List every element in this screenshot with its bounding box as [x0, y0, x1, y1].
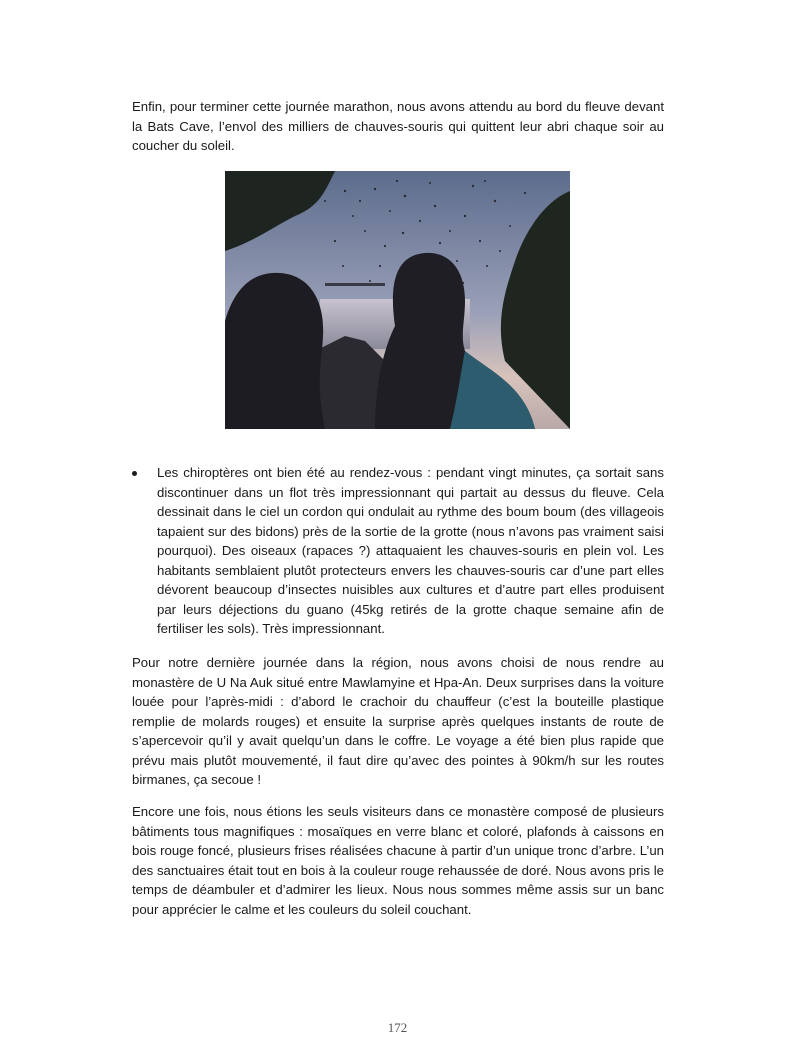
- distant-bridge: [325, 283, 385, 286]
- photo-illustration: [225, 171, 570, 429]
- list-item: [132, 463, 664, 639]
- bats-cave-selfie-photo: [225, 171, 570, 429]
- bullet-dot: [132, 471, 137, 476]
- page-number: 172: [387, 1020, 408, 1035]
- monastery-visit-paragraph: Encore une fois, nous étions les seuls visiteurs dans ce monastère composé de plusieurs bâtiments tous magnifiques : mosaïques en verre blanc et coloré, plafonds à caissons en bois rouge foncé, plusieurs frises réalisées chacune à partir d’un unique tronc d’arbre. L’un des sanctuaires était tout en bois à la couleur rouge rehaussée de doré. Nous avons pris le temps de déambuler et d’admirer les lieux. Nous nous sommes même assis sur un banc pour apprécier le calme et les couleurs du soleil couchant.: [132, 804, 664, 917]
- man-silhouette: [225, 273, 325, 429]
- bullet-text: Les chiroptères ont bien été au rendez-vous : pendant vingt minutes, ça sortait sans discontinuer dans un flot très impressionnant qui partait au dessus du fleuve. Cela dessinait dans le ciel un cordon qui ondulait au rythme des boum boum (des villageois tapaient sur des bidons) près de la sortie de la grotte (nous n’avons pas vraiment saisi pourquoi). Des oiseaux (rapaces ?) attaquaient les chauves-souris en plein vol. Les habitants semblaient plutôt protecteurs envers les chauves-souris car d’une part elles dévorent beaucoup d’insectes nuisibles aux cultures et d’autre part elles produisent par leurs déjections du guano (45kg retirés de la grotte chaque semaine afin de fertiliser les sols). Très impressionnant.: [157, 465, 664, 636]
- intro-paragraph: Enfin, pour terminer cette journée marathon, nous avons attendu au bord du fleuve devant la Bats Cave, l’envol des milliers de chauves-souris qui quittent leur abri chaque soir au coucher du soleil.: [132, 99, 664, 153]
- bullet-list: [132, 463, 664, 639]
- monastery-trip-paragraph: Pour notre dernière journée dans la région, nous avons choisi de nous rendre au monastère de U Na Auk situé entre Mawlamyine et Hpa-An. Deux surprises dans la voiture louée pour l’après-midi : d’abord le crachoir du chauffeur (c’est la bouteille plastique remplie de molards rouges) et ensuite la surprise après quelques instants de route de s’apercevoir qu’il y avait quelqu’un dans le coffre. Le voyage a été bien plus rapide que prévu mais plutôt mouvementé, il faut dire qu’avec des pointes à 90km/h sur les routes birmanes, ça secoue !: [132, 655, 664, 787]
